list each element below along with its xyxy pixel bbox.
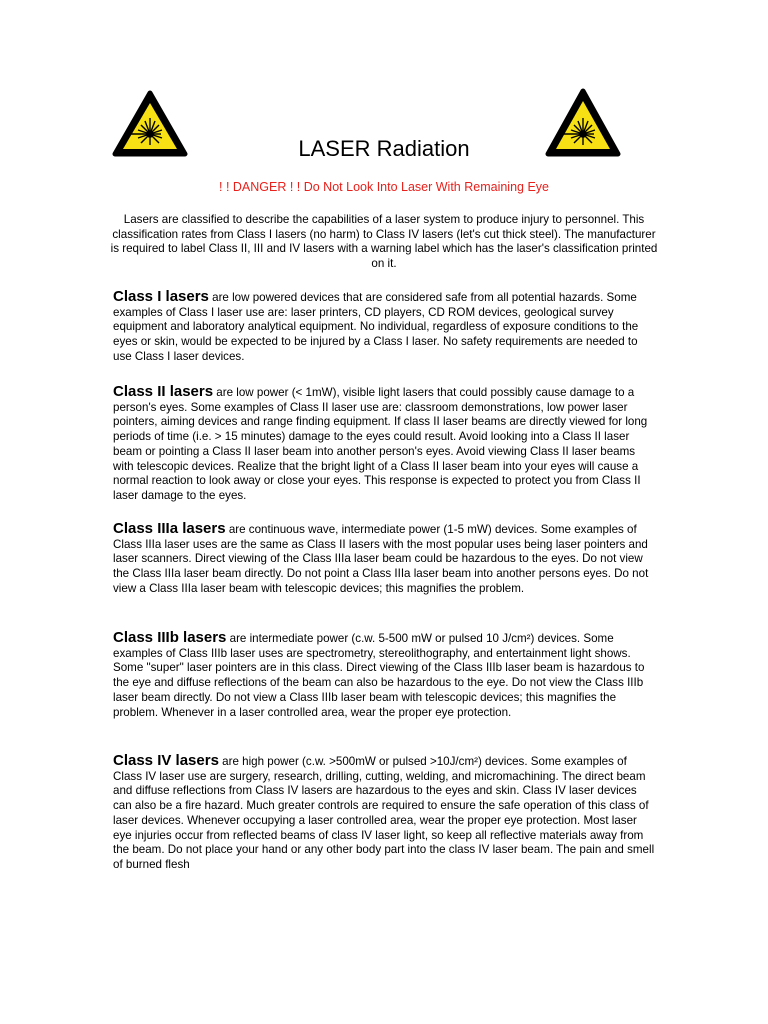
class-i-section <box>113 290 658 365</box>
section-body: are intermediate power (c.w. 5-500 mW or pulsed 10 J/cm²) devices. Some examples of Class IIIb laser uses are spectrometry, stereolithography, and entertainment light shows. Some "super" laser pointers are in this class. Direct viewing of the Class IIIb laser beam is hazardous to the eye and diffuse reflections of the beam can also be hazardous to the eye. Do not view the Class IIIb laser beam directly. Do not view a Class IIIb laser beam with telescopic devices; this magnifies the problem. Whenever in a laser controlled area, wear the proper eye protection. <box>113 632 645 719</box>
class-iiia-section <box>113 522 658 597</box>
section-body: are low power (< 1mW), visible light lasers that could possibly cause damage to a person's eyes. Some examples of Class II laser use are: classroom demonstrations, low power laser pointers, aiming devices and range finding equipment. If class II laser beams are directly viewed for long periods of time (i.e. > 15 minutes) damage to the eyes could result. Avoid looking into a Class II laser beam or pointing a Class II laser beam into another person's eyes. Avoid viewing Class II laser beams with telescopic devices. Realize that the bright light of a Class II laser beam into your eyes will cause a normal reaction to look away or close your eyes. This response is expected to protect you from Class II laser damage to the eyes. <box>113 386 648 502</box>
class-iiib-section <box>113 631 658 720</box>
section-heading: Class II lasers <box>113 383 214 400</box>
section-heading: Class I lasers <box>113 288 209 305</box>
class-ii-section <box>113 385 658 504</box>
section-body: are high power (c.w. >500mW or pulsed >10J/cm²) devices. Some examples of Class IV laser use are surgery, research, drilling, cutting, welding, and micromachining. The direct beam and diffuse reflections from Class IV lasers are hazardous to the eyes and skin. Class IV laser devices can also be a fire hazard. Much greater controls are required to ensure the safe operation of this class of laser devices. Whenever occupying a laser controlled area, wear the proper eye protection. Most laser eye injuries occur from reflected beams of class IV laser light, so keep all reflective materials away from the beam. Do not place your hand or any other body part into the class IV laser beam. The pain and smell of burned flesh <box>113 755 655 871</box>
danger-warning: ! ! DANGER ! ! Do Not Look Into Laser With Remaining Eye <box>219 180 549 194</box>
section-heading: Class IV lasers <box>113 752 219 769</box>
section-heading: Class IIIb lasers <box>113 629 227 646</box>
section-heading: Class IIIa lasers <box>113 520 226 537</box>
class-iv-section <box>113 754 658 873</box>
section-body: are low powered devices that are considered safe from all potential hazards. Some examples of Class I laser use are: laser printers, CD players, CD ROM devices, geological survey equipment and laboratory analytical equipment. No individual, regardless of exposure conditions to the eyes or skin, would be expected to be injured by a Class I laser. No safety requirements are needed to use Class I laser devices. <box>113 291 639 363</box>
page-title: LASER Radiation <box>298 136 470 161</box>
section-body: are continuous wave, intermediate power (1-5 mW) devices. Some examples of Class IIIa laser uses are the same as Class II lasers with the most popular uses being laser pointers and laser scanners. Direct viewing of the Class IIIa laser beam could be hazardous to the eyes. Do not view the Class IIIa laser beam directly. Do not point a Class IIIa laser beam into another persons eyes. Do not view a Class IIIa laser beam with telescopic devices; this magnifies the problem. <box>113 523 649 595</box>
intro-paragraph: Lasers are classified to describe the capabilities of a laser system to produce injury to personnel. This classification rates from Class I lasers (no harm) to Class IV lasers (let's cut thick steel). The manufacturer is required to label Class II, III and IV lasers with a warning label which has the laser's classification printed on it. <box>110 213 658 271</box>
